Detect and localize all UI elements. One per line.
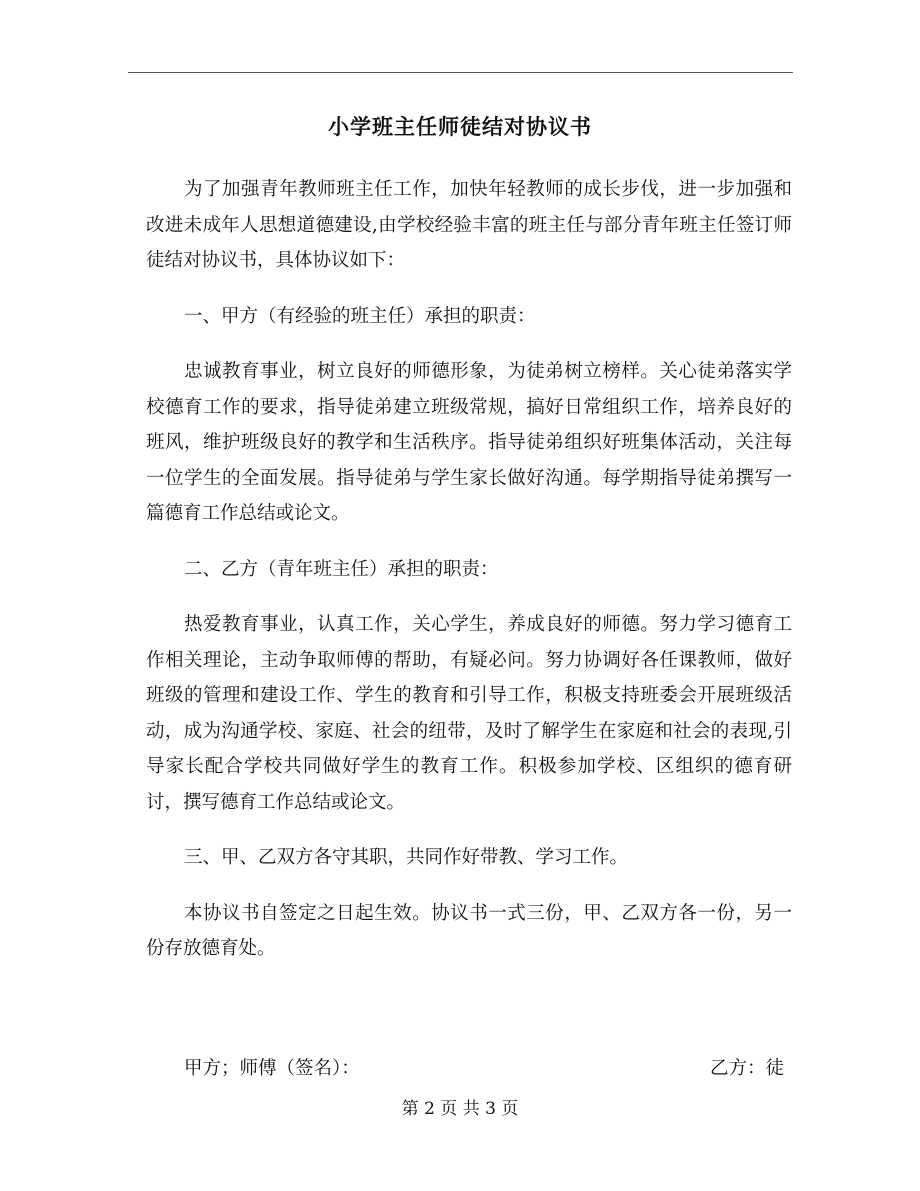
page-number: 第 2 页 共 3 页 (401, 1099, 519, 1119)
intro-paragraph: 为了加强青年教师班主任工作，加快年轻教师的成长步伐，进一步加强和改进未成年人思想道德建设,由学校经验丰富的班主任与部分青年班主任签订师徒结对协议书，具体协议如下： (146, 179, 792, 271)
effective-clause-paragraph: 本协议书自签定之日起生效。协议书一式三份，甲、乙双方各一份，另一份存放德育处。 (146, 902, 792, 959)
signature-row (184, 1054, 784, 1084)
party-a-duties-paragraph: 忠诚教育事业，树立良好的师德形象，为徒弟树立榜样。关心徒弟落实学校德育工作的要求，指导徒弟建立班级常规，搞好日常组织工作，培养良好的班风，维护班级良好的教学和生活秩序。指导徒弟组织好班集体活动，关注每一位学生的全面发展。指导徒弟与学生家长做好沟通。每学期指导徒弟撰写一篇德育工作总结或论文。 (146, 361, 792, 524)
section-joint-duties: 三、甲、乙双方各守其职，共同作好带教、学习工作。 (184, 847, 629, 868)
party-a-signature-label: 甲方；师傅（签名）： (184, 1058, 360, 1079)
party-b-duties-paragraph: 热爱教育事业，认真工作，关心学生，养成良好的师德。努力学习德育工作相关理论，主动争取师傅的帮助，有疑必问。努力协调好各任课教师，做好班级的管理和建设工作、学生的教育和引导工作，积极支持班委会开展班级活动，成为沟通学校、家庭、社会的纽带，及时了解学生在家庭和社会的表现,引导家长配合学校共同做好学生的教育工作。积极参加学校、区组织的德育研讨，撰写德育工作总结或论文。 (146, 614, 792, 813)
section-heading-party-b: 二、乙方（青年班主任）承担的职责： (184, 558, 499, 580)
section-heading-party-a: 一、甲方（有经验的班主任）承担的职责： (184, 305, 536, 327)
document-title: 小学班主任师徒结对协议书 (328, 114, 592, 139)
party-b-signature-label: 乙方：徒 (709, 1058, 784, 1079)
header-rule (128, 72, 793, 73)
document-body (146, 172, 792, 987)
